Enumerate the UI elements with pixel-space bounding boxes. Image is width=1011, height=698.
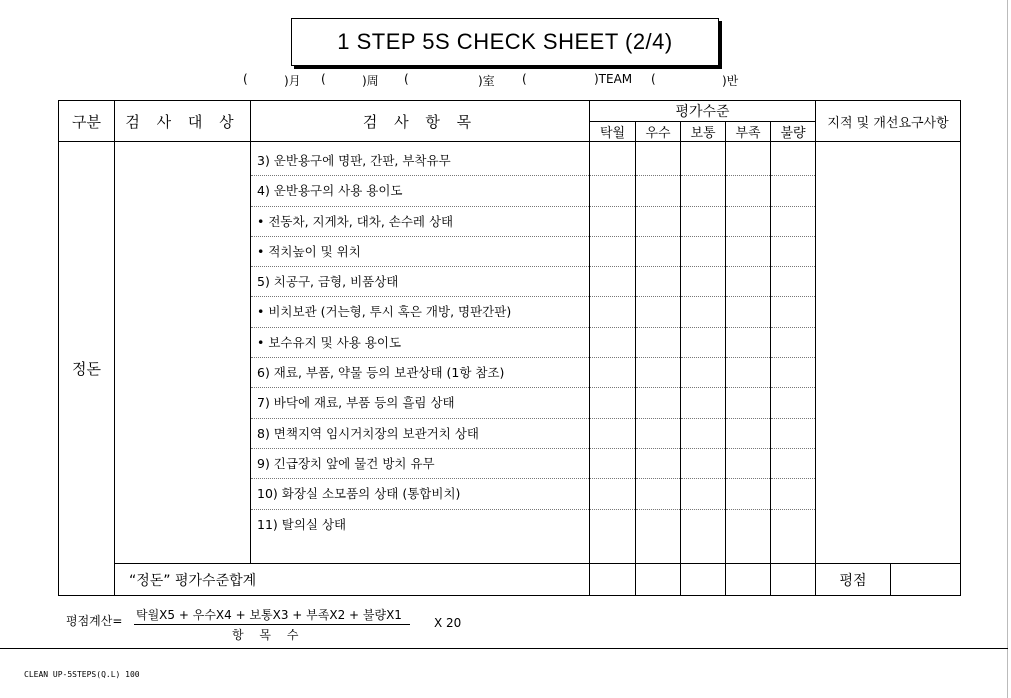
grade-entry-cell[interactable] [681,146,725,176]
check-item: • 보수유지 및 사용 용이도 [251,328,589,358]
room-label: )室 [478,74,495,88]
grade-entry-cell[interactable] [681,510,725,540]
header-category: 구분 [59,101,115,142]
grade-entry-cell[interactable] [636,479,680,509]
grade-entry-cell[interactable] [590,328,635,358]
grade-entry-cell[interactable] [590,479,635,509]
grade-entry-cell[interactable] [590,388,635,418]
sheet-title: 1 STEP 5S CHECK SHEET (2/4) [291,18,719,66]
grade-entry-cell[interactable] [681,176,725,206]
grade-entry-cell[interactable] [681,419,725,449]
formula-multiplier: X 20 [434,616,462,630]
page-edge [1007,0,1008,698]
grade-entry-cell[interactable] [771,419,815,449]
grade-column-average[interactable] [681,142,726,564]
grade-entry-cell[interactable] [771,388,815,418]
month-label: )月 [284,74,301,88]
section-label: 정돈 [59,142,115,596]
grade-entry-cell[interactable] [636,297,680,327]
header-grade-lacking: 부족 [726,122,771,142]
grade-entry-cell[interactable] [681,358,725,388]
check-item: 3) 운반용구에 명판, 간판, 부착유무 [251,146,589,176]
grade-entry-cell[interactable] [681,479,725,509]
grade-entry-cell[interactable] [590,419,635,449]
grade-entry-cell[interactable] [590,207,635,237]
grade-entry-cell[interactable] [726,207,770,237]
header-target: 검 사 대 상 [115,101,251,142]
formula-denominator: 항 목 수 [232,628,305,642]
grade-entry-cell[interactable] [726,358,770,388]
grade-entry-cell[interactable] [726,146,770,176]
grade-column-poor[interactable] [771,142,816,564]
grade-entry-cell[interactable] [726,388,770,418]
footer-divider [0,648,1008,649]
header-grade-title: 평가수준 [590,101,816,122]
grade-entry-cell[interactable] [681,328,725,358]
header-remarks: 지적 및 개선요구사항 [816,101,961,142]
team-open: ( [522,72,527,86]
footer-code: CLEAN UP-5STEPS(Q.L) 100 [24,670,140,679]
grade-entry-cell[interactable] [681,237,725,267]
grade-entry-cell[interactable] [590,237,635,267]
formula-numerator: 탁월X5 + 우수X4 + 보통X3 + 부족X2 + 불량X1 [136,608,402,622]
check-item: • 적치높이 및 위치 [251,237,589,267]
check-item: • 전동차, 지게차, 대차, 손수레 상태 [251,207,589,237]
check-item: 9) 긴급장치 앞에 물건 방치 유무 [251,449,589,479]
grade-entry-cell[interactable] [636,267,680,297]
remarks-cell[interactable] [816,142,961,564]
grade-entry-cell[interactable] [590,358,635,388]
check-item: • 비치보관 (거는형, 투시 혹은 개방, 명판간판) [251,297,589,327]
total-good[interactable] [636,564,681,596]
room-open: ( [404,72,409,86]
month-open: ( [243,72,248,86]
grade-entry-cell[interactable] [590,510,635,540]
grade-entry-cell[interactable] [771,358,815,388]
header-grade-excellent: 탁월 [590,122,636,142]
grade-column-good[interactable] [636,142,681,564]
week-label: )周 [362,74,379,88]
header-grade-average: 보통 [681,122,726,142]
grade-column-excellent[interactable] [590,142,636,564]
check-item: 10) 화장실 소모품의 상태 (통합비치) [251,479,589,509]
grade-entry-cell[interactable] [771,176,815,206]
grade-entry-cell[interactable] [590,297,635,327]
header-items: 검 사 항 목 [251,101,590,142]
fraction-bar [134,624,410,625]
grade-entry-cell[interactable] [636,207,680,237]
grade-entry-cell[interactable] [726,176,770,206]
grade-entry-cell[interactable] [636,237,680,267]
score-value[interactable] [891,564,961,596]
period-line [0,72,1011,90]
week-open: ( [321,72,326,86]
grade-entry-cell[interactable] [771,449,815,479]
grade-entry-cell[interactable] [726,297,770,327]
grade-entry-cell[interactable] [771,297,815,327]
grade-column-lacking[interactable] [726,142,771,564]
grade-entry-cell[interactable] [726,449,770,479]
total-lacking[interactable] [726,564,771,596]
team-label: )TEAM [594,72,633,86]
grade-entry-cell[interactable] [636,449,680,479]
total-poor[interactable] [771,564,816,596]
target-cell[interactable] [115,142,251,564]
total-excellent[interactable] [590,564,636,596]
grade-entry-cell[interactable] [681,207,725,237]
grade-entry-cell[interactable] [636,510,680,540]
grade-entry-cell[interactable] [681,449,725,479]
items-cell [251,142,590,564]
class-label: )반 [722,74,739,88]
total-label: “정돈” 평가수준합계 [115,564,590,596]
grade-entry-cell[interactable] [636,419,680,449]
grade-entry-cell[interactable] [636,146,680,176]
grade-entry-cell[interactable] [771,207,815,237]
check-item: 11) 탈의실 상태 [257,516,347,532]
grade-entry-cell[interactable] [726,267,770,297]
grade-entry-cell[interactable] [771,267,815,297]
total-average[interactable] [681,564,726,596]
grade-entry-cell[interactable] [771,237,815,267]
check-item: 6) 재료, 부품, 약물 등의 보관상태 (1항 참조) [251,358,589,388]
grade-entry-cell[interactable] [681,297,725,327]
grade-entry-cell[interactable] [636,388,680,418]
check-sheet-table [58,100,961,596]
grade-entry-cell[interactable] [771,328,815,358]
grade-entry-cell[interactable] [771,510,815,540]
header-grade-poor: 불량 [771,122,816,142]
grade-entry-cell[interactable] [726,328,770,358]
grade-entry-cell[interactable] [590,176,635,206]
check-item: 5) 치공구, 금형, 비품상태 [251,267,589,297]
grade-entry-cell[interactable] [726,237,770,267]
grade-entry-cell[interactable] [681,267,725,297]
formula-label: 평점계산= [66,614,123,628]
header-grade-good: 우수 [636,122,681,142]
grade-entry-cell[interactable] [726,510,770,540]
grade-entry-cell[interactable] [726,419,770,449]
check-item: 8) 면책지역 임시거치장의 보관거치 상태 [251,419,589,449]
check-item: 4) 운반용구의 사용 용이도 [251,176,589,206]
check-item: 7) 바닥에 재료, 부품 등의 흘림 상태 [251,388,589,418]
grade-entry-cell[interactable] [636,328,680,358]
grade-entry-cell[interactable] [726,479,770,509]
grade-entry-cell[interactable] [771,146,815,176]
grade-entry-cell[interactable] [590,146,635,176]
grade-entry-cell[interactable] [636,358,680,388]
grade-entry-cell[interactable] [771,479,815,509]
class-open: ( [651,72,656,86]
grade-entry-cell[interactable] [590,267,635,297]
grade-entry-cell[interactable] [636,176,680,206]
score-label: 평점 [816,564,891,596]
grade-entry-cell[interactable] [590,449,635,479]
grade-entry-cell[interactable] [681,388,725,418]
